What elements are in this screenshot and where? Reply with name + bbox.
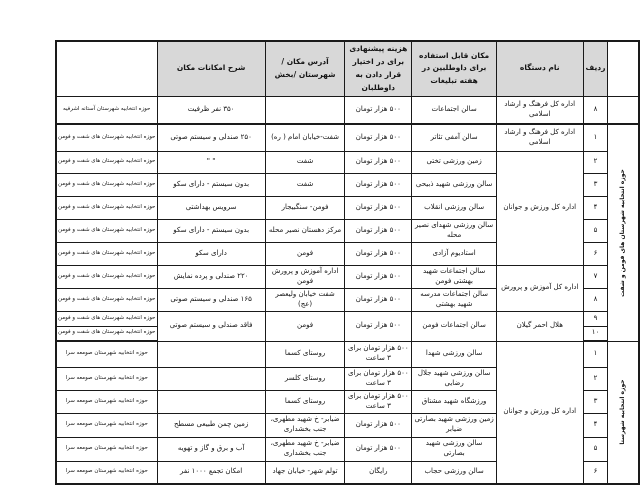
cell-makan: سالن ورزشی انقلاب	[412, 196, 497, 219]
cell-makan: سالن اجتماعات مدرسه شهید بهشتی	[412, 288, 497, 311]
cell-makan: سالن ورزشی شهدای نصیر محله	[412, 219, 497, 242]
venues-table	[55, 40, 640, 485]
cell-adres: شفت	[265, 151, 345, 173]
cell-hazine: ۵۰۰ هزار تومان	[345, 173, 412, 196]
cell-sharh: ۲۵۰ صندلی و سیستم صوتی	[157, 124, 265, 151]
cell-adres: روستای کسما	[265, 390, 345, 413]
cell-makan: سالن ورزشی شهید ذبیحی	[412, 173, 497, 196]
cell-adres: ضیابر- خ شهید مطهری، جنب بخشداری	[265, 437, 345, 461]
cell-district: حوزه انتخابیه شهرستان های شفت و فومن	[56, 311, 157, 326]
cell-sharh: ۳۵۰ نفر ظرفیت	[157, 96, 265, 124]
cell-radif: ۵	[583, 437, 608, 461]
cell-adres: فومن	[265, 242, 345, 265]
cell-sharh: امکان تجمع ۱۰۰۰ نفر	[157, 461, 265, 484]
header-cell-radif: ردیف	[583, 41, 608, 96]
cell-sharh	[157, 341, 265, 367]
header-row	[56, 41, 639, 96]
cell-radif: ۴	[583, 196, 608, 219]
header-cell-makan: مکان قابل استفاده برای داوطلبین در هفته تبلیغات	[412, 41, 497, 96]
header-cell-district-vertical	[608, 41, 639, 96]
cell-hazine: ۵۰۰ هزار تومان	[345, 151, 412, 173]
cell-sharh: بدون سیستم - دارای سکو	[157, 173, 265, 196]
cell-dastgah: اداره کل فرهنگ و ارشاد اسلامی	[496, 96, 583, 124]
cell-adres: فومن- سنگبیجار	[265, 196, 345, 219]
cell-radif: ۶	[583, 461, 608, 484]
cell-district: حوزه انتخابیه شهرستان های شفت و فومن	[56, 196, 157, 219]
cell-makan: سالن اجتماعات	[412, 96, 497, 124]
cell-district: حوزه انتخابیه شهرستان صومعه سرا	[56, 437, 157, 461]
cell-makan: سالن اجتماعات فومن	[412, 311, 497, 341]
cell-hazine: ۵۰۰ هزار تومان	[345, 311, 412, 341]
cell-hazine: رایگان	[345, 461, 412, 484]
cell-makan: سالن ورزشی شهید بصارتی	[412, 437, 497, 461]
table-row	[56, 341, 639, 367]
header-gap	[56, 41, 157, 96]
cell-sharh: " "	[157, 151, 265, 173]
cell-adres: شفت-خیابان امام ( ره)	[265, 124, 345, 151]
cell-sharh: زمین چمن طبیعی مسطح	[157, 413, 265, 437]
cell-radif: ۲	[583, 367, 608, 390]
cell-makan: سالن آمفی تئاتر	[412, 124, 497, 151]
cell-radif: ۱	[583, 341, 608, 367]
cell-adres: ضیابر- خ شهید مطهری، جنب بخشداری	[265, 413, 345, 437]
table-row	[56, 96, 639, 124]
cell-district-vertical-group2	[608, 341, 639, 484]
cell-makan: سالن اجتماعات شهید بهشتی فومن	[412, 265, 497, 288]
cell-district: حوزه انتخابیه شهرستان صومعه سرا	[56, 390, 157, 413]
cell-adres	[265, 96, 345, 124]
cell-district: حوزه انتخابیه شهرستان های شفت و فومن	[56, 124, 157, 151]
cell-sharh: ۲۲۰ صندلی و پرده نمایش	[157, 265, 265, 288]
cell-makan: سالن ورزشی شهدا	[412, 341, 497, 367]
cell-sharh: آب و برق و گاز و تهویه	[157, 437, 265, 461]
cell-district: حوزه انتخابیه شهرستان صومعه سرا	[56, 461, 157, 484]
cell-dastgah: اداره کل ورزش و جوانان	[496, 341, 583, 484]
cell-makan: زمین ورزشی تختی	[412, 151, 497, 173]
cell-hazine: ۵۰۰ هزار تومان	[345, 219, 412, 242]
cell-adres: روستای کلسر	[265, 367, 345, 390]
cell-radif: ۷	[583, 265, 608, 288]
cell-adres: شفت خیابان ولیعصر (عج)	[265, 288, 345, 311]
cell-sharh: ۱۶۵ صندلی و سیستم صوتی	[157, 288, 265, 311]
cell-hazine: ۵۰۰ هزار تومان	[345, 96, 412, 124]
cell-sharh: فاقد صندلی و سیستم صوتی	[157, 311, 265, 341]
cell-sharh	[157, 390, 265, 413]
cell-makan: استادیوم آزادی	[412, 242, 497, 265]
cell-radif: ۳	[583, 390, 608, 413]
cell-hazine: ۵۰۰ هزار تومان برای ۳ ساعت	[345, 367, 412, 390]
cell-radif: ۹	[583, 311, 608, 326]
cell-sharh: بدون سیستم - دارای سکو	[157, 219, 265, 242]
header-cell-hazine: هزینه پیشنهادی برای در اختیار قرار دادن به داوطلبان	[345, 41, 412, 96]
cell-radif: ۱	[583, 124, 608, 151]
cell-district: حوزه انتخابیه شهرستان های شفت و فومن	[56, 265, 157, 288]
cell-district: حوزه انتخابیه شهرستان های شفت و فومن	[56, 326, 157, 341]
cell-district: حوزه انتخابیه شهرستان های شفت و فومن	[56, 288, 157, 311]
header-cell-adres: آدرس مکان /شهرستان /بخش	[265, 41, 345, 96]
cell-district: حوزه انتخابیه شهرستان های شفت و فومن	[56, 151, 157, 173]
cell-radif: ۱۰	[583, 326, 608, 341]
cell-sharh	[157, 367, 265, 390]
cell-adres: مرکز دهستان نصیر محله	[265, 219, 345, 242]
cell-hazine: ۵۰۰ هزار تومان	[345, 196, 412, 219]
cell-radif: ۸	[583, 288, 608, 311]
cell-district: حوزه انتخابیه شهرستان های شفت و فومن	[56, 242, 157, 265]
table-row	[56, 265, 639, 288]
cell-district: حوزه انتخابیه شهرستان صومعه سرا	[56, 341, 157, 367]
table-row	[56, 311, 639, 326]
cell-district-vertical-group1	[608, 124, 639, 341]
table-row	[56, 124, 639, 151]
cell-adres: تولم شهر- خیابان جهاد	[265, 461, 345, 484]
header-cell-dastgah: نام دستگاه	[496, 41, 583, 96]
cell-adres: اداره آموزش و پرورش فومن	[265, 265, 345, 288]
cell-makan: سالن ورزشی شهید جلال رضایی	[412, 367, 497, 390]
cell-radif: ۸	[583, 96, 608, 124]
cell-radif: ۴	[583, 413, 608, 437]
cell-dastgah: اداره کل فرهنگ و ارشاد اسلامی	[496, 124, 583, 151]
cell-dastgah: هلال احمر گیلان	[496, 311, 583, 341]
cell-makan: زمین ورزشی شهید بصارتی ضیابر	[412, 413, 497, 437]
cell-hazine: ۵۰۰ هزار تومان برای ۳ ساعت	[345, 390, 412, 413]
cell-hazine: ۵۰۰ هزار تومان	[345, 288, 412, 311]
cell-district: حوزه انتخابیه شهرستان های شفت و فومن	[56, 173, 157, 196]
cell-radif: ۵	[583, 219, 608, 242]
cell-hazine: ۵۰۰ هزار تومان برای ۳ ساعت	[345, 341, 412, 367]
cell-hazine: ۵۰۰ هزار تومان	[345, 124, 412, 151]
cell-hazine: ۵۰۰ هزار تومان	[345, 242, 412, 265]
cell-makan: سالن ورزشی حجاب	[412, 461, 497, 484]
cell-sharh: دارای سکو	[157, 242, 265, 265]
table-row	[56, 151, 639, 173]
cell-radif: ۶	[583, 242, 608, 265]
cell-adres: شفت	[265, 173, 345, 196]
cell-district: حوزه انتخابیه شهرستان های شفت و فومن	[56, 219, 157, 242]
cell-radif: ۳	[583, 173, 608, 196]
cell-sharh: سرویس بهداشتی	[157, 196, 265, 219]
cell-adres: فومن	[265, 311, 345, 341]
cell-hazine: ۵۰۰ هزار تومان	[345, 413, 412, 437]
district-vertical-label: حوزه انتخابیه شهرستان های فومن و شفت	[619, 168, 627, 297]
cell-district: حوزه انتخابیه شهرستان صومعه سرا	[56, 367, 157, 390]
cell-adres: روستای کسما	[265, 341, 345, 367]
cell-makan: ورزشگاه شهید مشتاق	[412, 390, 497, 413]
cell-radif: ۲	[583, 151, 608, 173]
district-vertical-label: حوزه انتخابیه شهرستا	[619, 379, 627, 445]
cell-hazine: ۵۰۰ هزار تومان	[345, 265, 412, 288]
cell-district: حوزه انتخابیه شهرستان آستانه اشرفیه	[56, 96, 157, 124]
cell-dastgah: اداره کل آموزش و پرورش	[496, 265, 583, 311]
cell-district: حوزه انتخابیه شهرستان صومعه سرا	[56, 413, 157, 437]
cell-hazine: ۵۰۰ هزار تومان	[345, 437, 412, 461]
cell-dastgah: اداره کل ورزش و جوانان	[496, 151, 583, 265]
cell-district-vertical-empty	[608, 96, 639, 124]
header-cell-sharh: شرح امکانات مکان	[157, 41, 265, 96]
